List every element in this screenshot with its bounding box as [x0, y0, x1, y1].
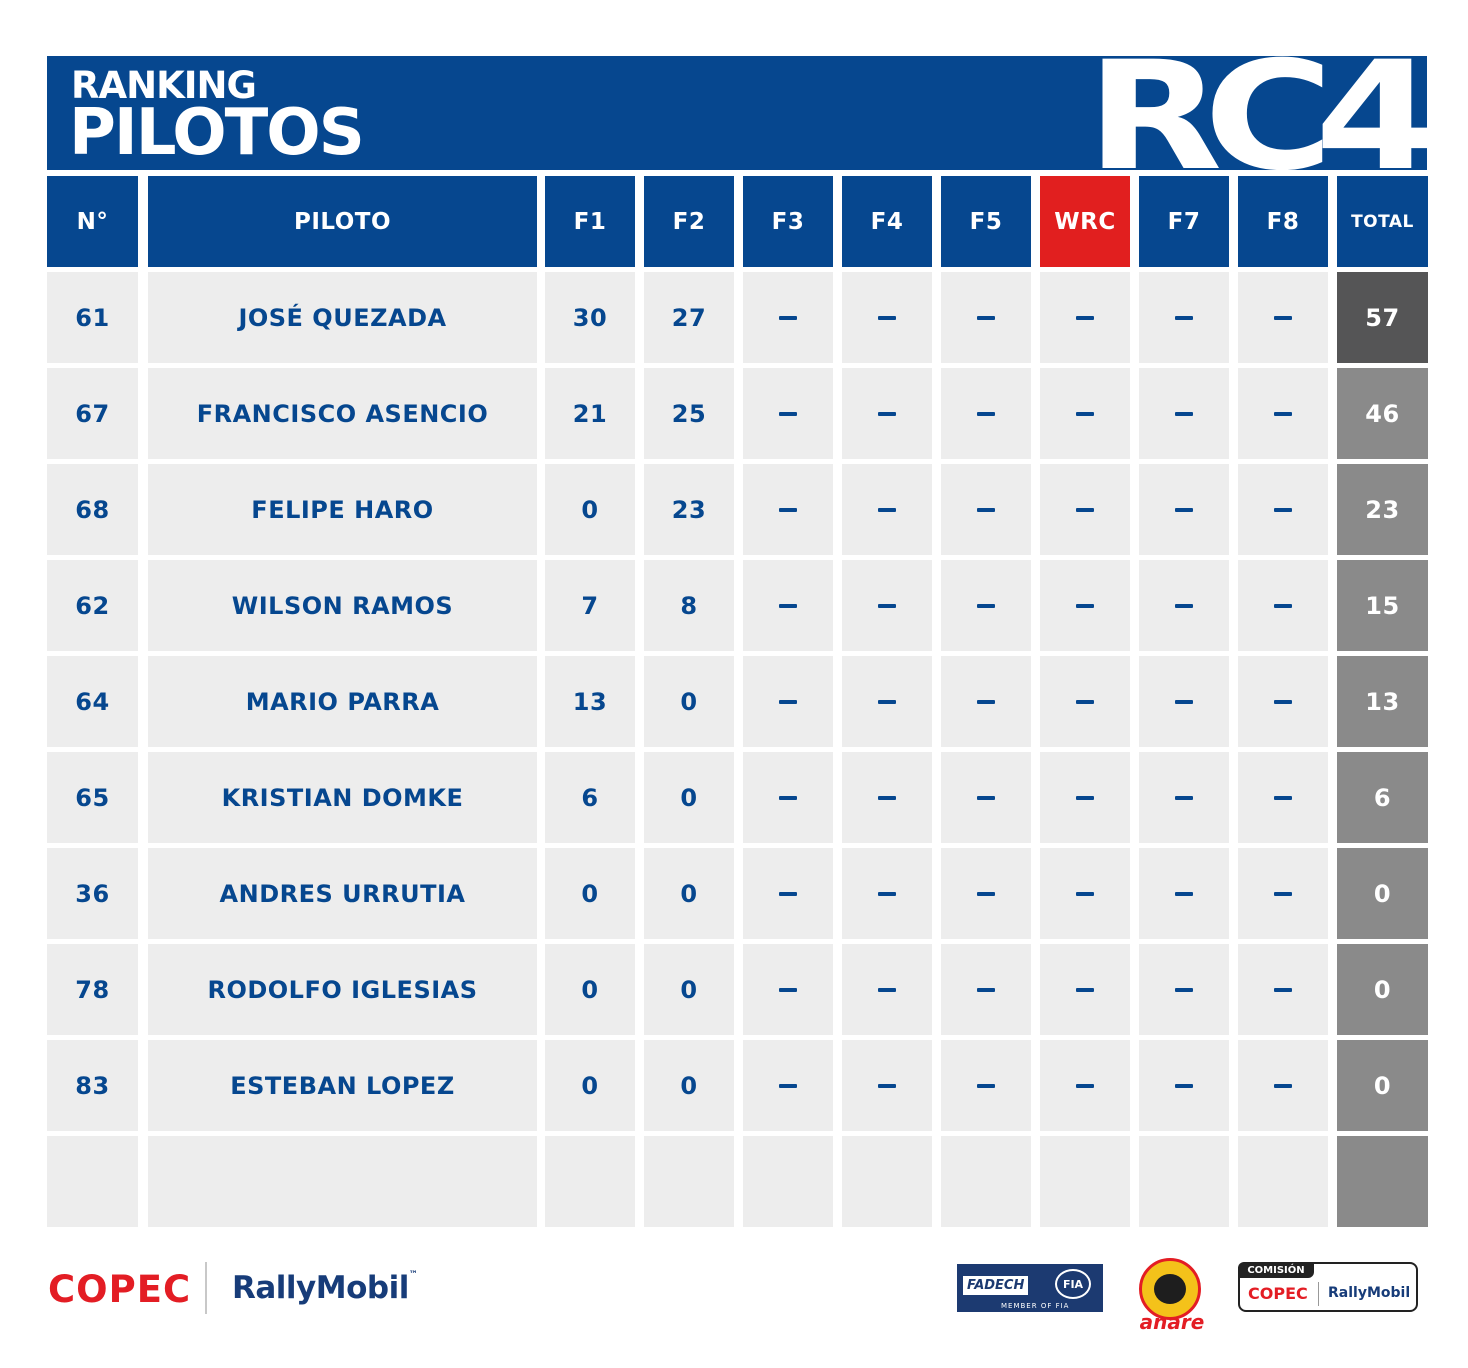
wrc-cell [1040, 272, 1130, 363]
wrc-cell [1040, 656, 1130, 747]
no-result-dash-icon [977, 412, 995, 416]
category-label: RC4 [1086, 56, 1419, 170]
f1-cell: 0 [545, 1040, 635, 1131]
f3-cell [743, 272, 833, 363]
f8-cell [1238, 848, 1328, 939]
f4-cell [842, 752, 932, 843]
no-result-dash-icon [878, 988, 896, 992]
total-cell: 0 [1337, 1040, 1428, 1131]
total-cell: 0 [1337, 944, 1428, 1035]
no-result-dash-icon [1175, 796, 1193, 800]
num-cell: 36 [47, 848, 138, 939]
no-result-dash-icon [977, 988, 995, 992]
f7-cell [1139, 848, 1229, 939]
fadech-logo [957, 1264, 1103, 1312]
piloto-cell: KRISTIAN DOMKE [148, 752, 537, 843]
comision-rallymobil-text: RallyMobil [1328, 1285, 1411, 1301]
f3-cell [743, 848, 833, 939]
no-result-dash-icon [878, 1084, 896, 1088]
num-cell: 78 [47, 944, 138, 1035]
no-result-dash-icon [878, 508, 896, 512]
wrc-cell [1040, 848, 1130, 939]
no-result-dash-icon [977, 316, 995, 320]
piloto-cell: FRANCISCO ASENCIO [148, 368, 537, 459]
f2-cell: 0 [644, 848, 734, 939]
header-wrc: WRC [1040, 176, 1130, 267]
f4-cell [842, 560, 932, 651]
f3-cell [743, 464, 833, 555]
no-result-dash-icon [878, 604, 896, 608]
f5-cell [941, 656, 1031, 747]
f7-cell [1139, 656, 1229, 747]
header-f7: F7 [1139, 176, 1229, 267]
header-f1: F1 [545, 176, 635, 267]
f7-cell [1139, 560, 1229, 651]
f2-cell: 0 [644, 1040, 734, 1131]
no-result-dash-icon [1076, 316, 1094, 320]
no-result-dash-icon [1076, 700, 1094, 704]
no-result-dash-icon [779, 1084, 797, 1088]
no-result-dash-icon [1175, 700, 1193, 704]
f1-cell [545, 1136, 635, 1227]
no-result-dash-icon [779, 508, 797, 512]
no-result-dash-icon [1175, 412, 1193, 416]
total-cell: 23 [1337, 464, 1428, 555]
no-result-dash-icon [1076, 604, 1094, 608]
f1-cell: 21 [545, 368, 635, 459]
f8-cell [1238, 560, 1328, 651]
f4-cell [842, 368, 932, 459]
f3-cell [743, 560, 833, 651]
logo-divider [205, 1262, 207, 1314]
f5-cell [941, 1136, 1031, 1227]
f7-cell [1139, 752, 1229, 843]
no-result-dash-icon [1274, 700, 1292, 704]
comision-copec-text: COPEC [1248, 1284, 1308, 1303]
no-result-dash-icon [977, 700, 995, 704]
no-result-dash-icon [1274, 316, 1292, 320]
piloto-cell: WILSON RAMOS [148, 560, 537, 651]
f3-cell [743, 1040, 833, 1131]
num-cell: 67 [47, 368, 138, 459]
f5-cell [941, 1040, 1031, 1131]
no-result-dash-icon [977, 796, 995, 800]
no-result-dash-icon [1274, 1084, 1292, 1088]
f8-cell [1238, 752, 1328, 843]
title-banner [47, 56, 1427, 170]
no-result-dash-icon [878, 892, 896, 896]
f4-cell [842, 656, 932, 747]
f4-cell [842, 1136, 932, 1227]
num-cell: 62 [47, 560, 138, 651]
no-result-dash-icon [1274, 508, 1292, 512]
f2-cell: 0 [644, 944, 734, 1035]
no-result-dash-icon [1076, 508, 1094, 512]
header-f2: F2 [644, 176, 734, 267]
f8-cell [1238, 944, 1328, 1035]
comision-logo [1238, 1262, 1418, 1312]
category-box [1003, 56, 1427, 170]
no-result-dash-icon [1076, 412, 1094, 416]
f4-cell [842, 848, 932, 939]
f8-cell [1238, 464, 1328, 555]
no-result-dash-icon [1274, 412, 1292, 416]
no-result-dash-icon [779, 700, 797, 704]
rallymobil-text: RallyMobil [232, 1270, 409, 1306]
total-cell: 15 [1337, 560, 1428, 651]
no-result-dash-icon [779, 796, 797, 800]
f3-cell [743, 1136, 833, 1227]
num-cell [47, 1136, 138, 1227]
f3-cell [743, 752, 833, 843]
piloto-cell: RODOLFO IGLESIAS [148, 944, 537, 1035]
piloto-cell: ESTEBAN LOPEZ [148, 1040, 537, 1131]
num-cell: 61 [47, 272, 138, 363]
no-result-dash-icon [1274, 988, 1292, 992]
f8-cell [1238, 656, 1328, 747]
f3-cell [743, 656, 833, 747]
anare-text: anare [1139, 1310, 1205, 1334]
f4-cell [842, 1040, 932, 1131]
f8-cell [1238, 368, 1328, 459]
f5-cell [941, 464, 1031, 555]
f2-cell [644, 1136, 734, 1227]
wrc-cell [1040, 944, 1130, 1035]
f7-cell [1139, 944, 1229, 1035]
f7-cell [1139, 368, 1229, 459]
f8-cell [1238, 272, 1328, 363]
header-piloto: PILOTO [148, 176, 537, 267]
f5-cell [941, 848, 1031, 939]
f3-cell [743, 944, 833, 1035]
wrc-cell [1040, 1040, 1130, 1131]
f1-cell: 13 [545, 656, 635, 747]
no-result-dash-icon [878, 412, 896, 416]
no-result-dash-icon [1175, 988, 1193, 992]
wrc-cell [1040, 464, 1130, 555]
fia-member-text: MEMBER OF FIA [1001, 1302, 1070, 1310]
f5-cell [941, 368, 1031, 459]
no-result-dash-icon [977, 508, 995, 512]
f1-cell: 0 [545, 944, 635, 1035]
footer [0, 1240, 1468, 1368]
num-cell: 68 [47, 464, 138, 555]
header-f8: F8 [1238, 176, 1328, 267]
f5-cell [941, 944, 1031, 1035]
no-result-dash-icon [1175, 1084, 1193, 1088]
wrc-cell [1040, 368, 1130, 459]
f2-cell: 0 [644, 656, 734, 747]
no-result-dash-icon [1274, 604, 1292, 608]
no-result-dash-icon [1076, 1084, 1094, 1088]
header-total: TOTAL [1337, 176, 1428, 267]
no-result-dash-icon [1274, 892, 1292, 896]
f2-cell: 25 [644, 368, 734, 459]
title-pilotos: PILOTOS [69, 96, 363, 170]
no-result-dash-icon [977, 604, 995, 608]
header-f4: F4 [842, 176, 932, 267]
f3-cell [743, 368, 833, 459]
no-result-dash-icon [1076, 988, 1094, 992]
f5-cell [941, 752, 1031, 843]
no-result-dash-icon [977, 892, 995, 896]
f1-cell: 30 [545, 272, 635, 363]
wrc-cell [1040, 560, 1130, 651]
no-result-dash-icon [878, 316, 896, 320]
no-result-dash-icon [779, 412, 797, 416]
no-result-dash-icon [779, 988, 797, 992]
piloto-cell: FELIPE HARO [148, 464, 537, 555]
no-result-dash-icon [1175, 316, 1193, 320]
wrc-cell [1040, 1136, 1130, 1227]
f1-cell: 6 [545, 752, 635, 843]
f7-cell [1139, 1040, 1229, 1131]
wrc-cell [1040, 752, 1130, 843]
no-result-dash-icon [1175, 604, 1193, 608]
f7-cell [1139, 272, 1229, 363]
no-result-dash-icon [878, 796, 896, 800]
no-result-dash-icon [1274, 796, 1292, 800]
anare-logo [1136, 1250, 1206, 1336]
piloto-cell: ANDRES URRUTIA [148, 848, 537, 939]
total-cell [1337, 1136, 1428, 1227]
num-cell: 64 [47, 656, 138, 747]
no-result-dash-icon [779, 316, 797, 320]
comision-label: COMISIÓN [1238, 1262, 1314, 1278]
piloto-cell [148, 1136, 537, 1227]
total-cell: 0 [1337, 848, 1428, 939]
f7-cell [1139, 464, 1229, 555]
f2-cell: 27 [644, 272, 734, 363]
no-result-dash-icon [878, 700, 896, 704]
piloto-cell: JOSÉ QUEZADA [148, 272, 537, 363]
f2-cell: 8 [644, 560, 734, 651]
no-result-dash-icon [1175, 892, 1193, 896]
no-result-dash-icon [1076, 796, 1094, 800]
f1-cell: 0 [545, 464, 635, 555]
f5-cell [941, 272, 1031, 363]
fadech-text: FADECH [963, 1276, 1028, 1295]
f1-cell: 7 [545, 560, 635, 651]
f4-cell [842, 272, 932, 363]
num-cell: 83 [47, 1040, 138, 1131]
total-cell: 46 [1337, 368, 1428, 459]
f5-cell [941, 560, 1031, 651]
copec-logo: COPEC [48, 1268, 192, 1311]
header-f3: F3 [743, 176, 833, 267]
no-result-dash-icon [977, 1084, 995, 1088]
num-cell: 65 [47, 752, 138, 843]
header-num: N° [47, 176, 138, 267]
f4-cell [842, 464, 932, 555]
f4-cell [842, 944, 932, 1035]
header-f5: F5 [941, 176, 1031, 267]
anare-helmet-icon [1154, 1274, 1186, 1304]
f8-cell [1238, 1040, 1328, 1131]
rallymobil-logo: RallyMobil™ [232, 1270, 418, 1306]
no-result-dash-icon [1076, 892, 1094, 896]
f2-cell: 23 [644, 464, 734, 555]
no-result-dash-icon [779, 892, 797, 896]
total-cell: 6 [1337, 752, 1428, 843]
fia-emblem-icon: FIA [1055, 1269, 1091, 1299]
title-ranking: RANKING [71, 64, 256, 107]
f1-cell: 0 [545, 848, 635, 939]
comision-divider [1318, 1282, 1319, 1306]
f2-cell: 0 [644, 752, 734, 843]
no-result-dash-icon [779, 604, 797, 608]
total-cell: 13 [1337, 656, 1428, 747]
f8-cell [1238, 1136, 1328, 1227]
f7-cell [1139, 1136, 1229, 1227]
total-cell: 57 [1337, 272, 1428, 363]
piloto-cell: MARIO PARRA [148, 656, 537, 747]
no-result-dash-icon [1175, 508, 1193, 512]
